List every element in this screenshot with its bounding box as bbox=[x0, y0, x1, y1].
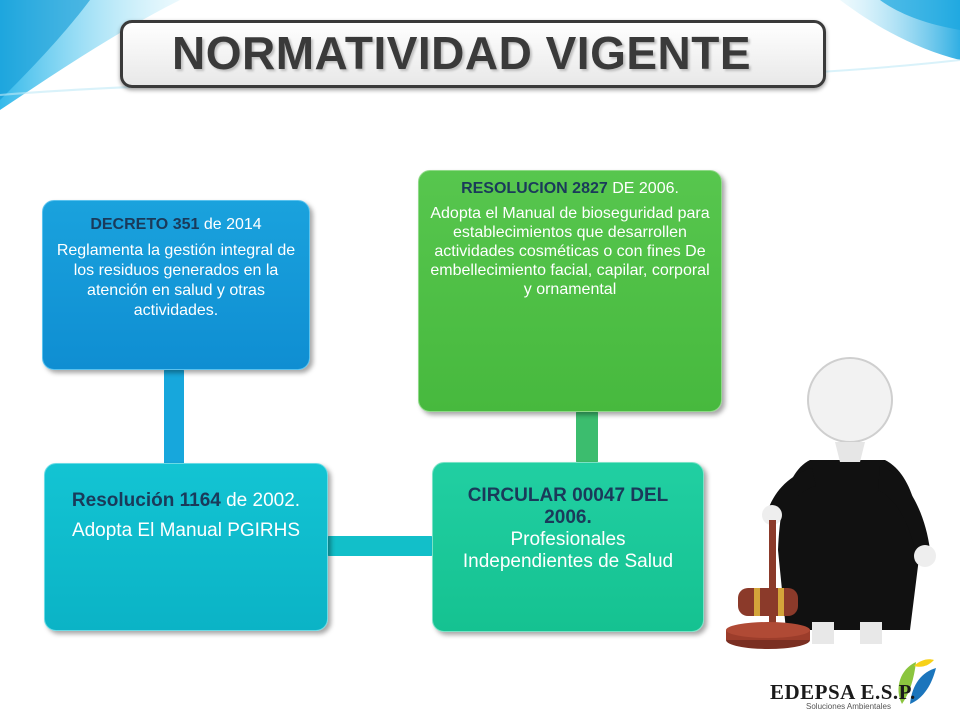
circular-key: CIRCULAR 00047 DEL 2006. bbox=[467, 485, 669, 528]
connector-decreto-resolucion1164 bbox=[164, 368, 184, 466]
resolucion-1164-year: de 2002. bbox=[220, 490, 301, 511]
judge-figure-illustration bbox=[720, 350, 960, 650]
resolucion-1164-key: Resolución 1164 bbox=[71, 490, 221, 511]
connector-resolucion1164-circular bbox=[326, 536, 434, 556]
logo-tagline: Soluciones Ambientales bbox=[806, 702, 891, 711]
logo-company-name: EDEPSA E.S.P. bbox=[770, 680, 916, 704]
connector-resolucion2827-circular bbox=[576, 410, 598, 464]
circular-00047-box bbox=[432, 462, 704, 632]
decreto-351-box bbox=[42, 200, 310, 370]
resolucion-1164-description: Adopta El Manual PGIRHS bbox=[71, 520, 301, 541]
resolucion-2827-key: RESOLUCION 2827 bbox=[461, 180, 608, 197]
resolucion-2827-description: Adopta el Manual de bioseguridad para establecimientos que desarrollen actividades cosméticas o con fines De embellecimiento facial, capilar, corporal y ornamental bbox=[430, 205, 710, 298]
resolucion-2827-year: DE 2006. bbox=[607, 180, 679, 197]
resolucion-2827-header bbox=[429, 179, 711, 198]
decreto-header bbox=[55, 215, 297, 235]
circular-description: Profesionales Independientes de Salud bbox=[462, 529, 674, 572]
decreto-key: DECRETO 351 bbox=[90, 216, 200, 233]
resolucion-1164-header bbox=[57, 490, 315, 512]
resolucion-2827-box bbox=[418, 170, 722, 412]
edepsa-logo bbox=[762, 654, 940, 714]
circular-header bbox=[445, 485, 691, 529]
decreto-description: Reglamenta la gestión integral de los residuos generados en la atención en salud y otras actividades. bbox=[56, 242, 296, 319]
decreto-year: de 2014 bbox=[199, 216, 262, 233]
resolucion-1164-box bbox=[44, 463, 328, 631]
page-title: NORMATIVIDAD VIGENTE bbox=[172, 27, 752, 79]
